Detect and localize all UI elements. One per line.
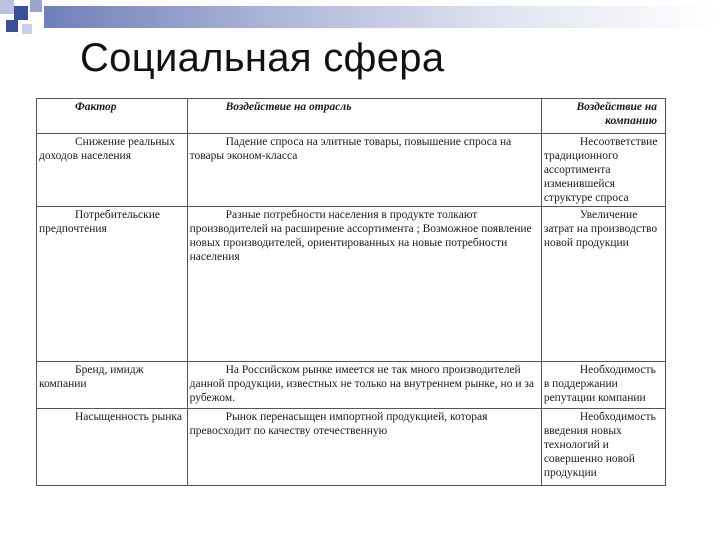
table-row [37,409,666,486]
industry-impact-cell: Падение спроса на элитные товары, повышение спроса на товары эконом-класса [187,134,541,207]
social-factors-table [36,98,666,486]
factor-cell: Потребительские предпочтения [37,207,188,362]
deco-square [22,24,32,34]
deco-square [14,6,28,20]
industry-impact-cell: На Российском рынке имеется не так много производителей данной продукции, известных не только на внутреннем рынке, но и за рубежом. [187,362,541,409]
deco-square [0,0,14,14]
header-gradient-bar [44,6,720,28]
company-impact-cell: Необходимость введения новых технологий и совершенно новой продукции [541,409,665,486]
header-industry-impact: Воздействие на отрасль [187,99,541,134]
company-impact-cell: Необходимость в поддержании репутации компании [541,362,665,409]
table-row [37,207,666,362]
factor-cell: Снижение реальных доходов населения [37,134,188,207]
company-impact-cell: Несоответствие традиционного ассортимента изменившейся структуре спроса [541,134,665,207]
header-factor: Фактор [37,99,188,134]
page-title: Социальная сфера [80,36,445,80]
corner-decoration [0,0,720,40]
industry-impact-cell: Разные потребности населения в продукте толкают производителей на расширение ассортимента ; Возможное появление новых производителей, ориентированных на новые потребности населения [187,207,541,362]
industry-impact-cell: Рынок перенасыщен импортной продукцией, которая превосходит по качеству отечественную [187,409,541,486]
factor-cell: Насыщенность рынка [37,409,188,486]
deco-square [30,0,42,12]
factor-cell: Бренд, имидж компании [37,362,188,409]
company-impact-cell: Увеличение затрат на производство новой продукции [541,207,665,362]
table-header-row [37,99,666,134]
table-row [37,134,666,207]
table-row [37,362,666,409]
deco-square [6,20,18,32]
header-company-impact: Воздействие на компанию [541,99,665,134]
